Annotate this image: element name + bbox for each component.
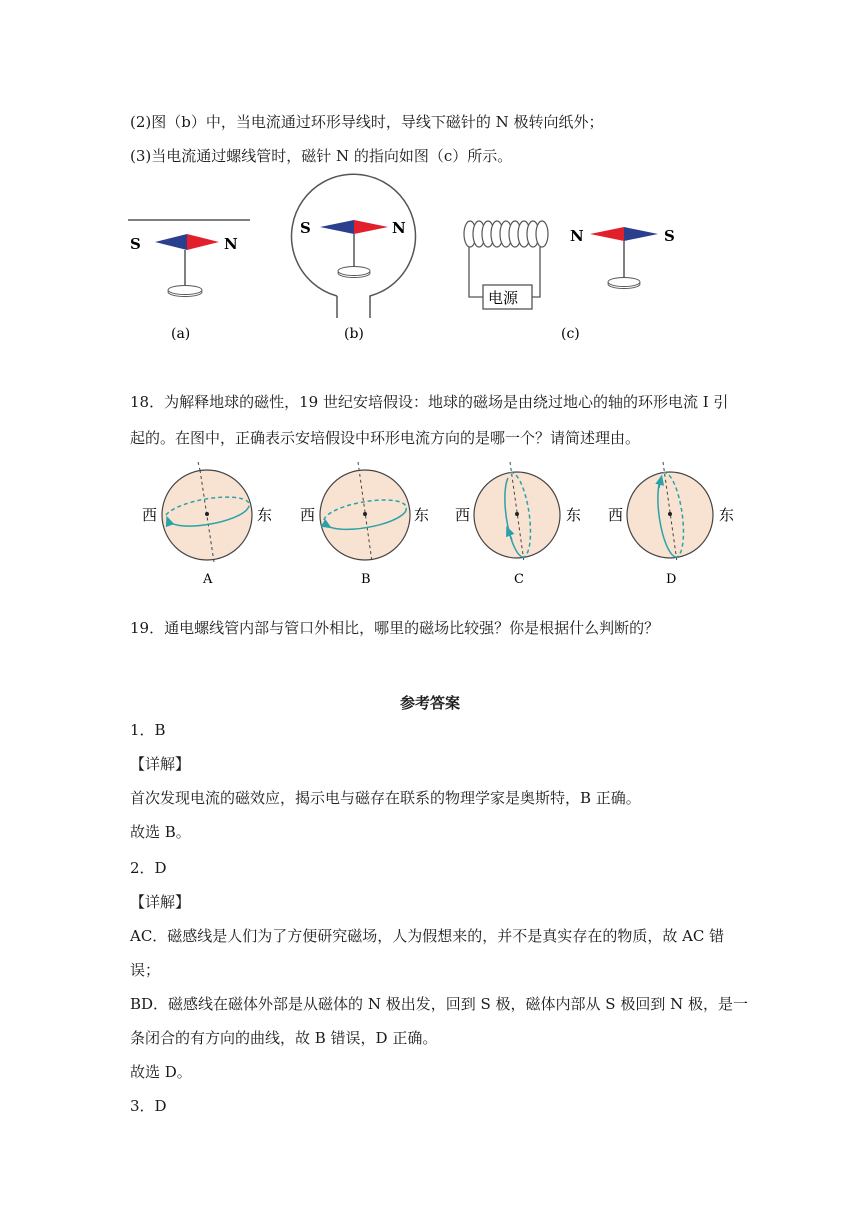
answer-2: 2．D: [130, 859, 167, 877]
east-label: 东: [566, 506, 582, 524]
s-label: S: [130, 235, 141, 253]
west-label: 西: [142, 506, 158, 524]
n-label: N: [392, 219, 406, 237]
conclusion: 故选 B。: [130, 823, 191, 841]
caption: (c): [561, 326, 580, 342]
globe-d: [608, 462, 734, 587]
s-label: S: [664, 227, 675, 245]
east-label: 东: [719, 506, 735, 524]
answers-title: 参考答案: [399, 694, 460, 712]
question-18-line1: 18．为解释地球的磁性，19 世纪安培假设：地球的磁场是由绕过地心的轴的环形电流 I 引: [130, 393, 729, 411]
question-19: 19．通电螺线管内部与管口外相比，哪里的磁场比较强？你是根据什么判断的？: [130, 619, 660, 637]
text-line: (2)图（b）中，当电流通过环形导线时，导线下磁针的 N 极转向纸外；: [130, 113, 604, 131]
globe-c: [455, 462, 581, 587]
explanation: BD．磁感线在磁体外部是从磁体的 N 极出发，回到 S 极，磁体内部从 S 极回到 N 极，是一: [130, 995, 748, 1013]
explanation: 条闭合的有方向的曲线，故 B 错误，D 正确。: [130, 1029, 438, 1047]
answer-3: 3．D: [130, 1097, 167, 1115]
caption: (a): [171, 326, 191, 342]
question-18-line2: 起的。在图中，正确表示安培假设中环形电流方向的是哪一个？请简述理由。: [130, 429, 641, 447]
explanation: 首次发现电流的磁效应，揭示电与磁存在联系的物理学家是奥斯特，B 正确。: [130, 789, 641, 807]
east-label: 东: [257, 506, 273, 524]
caption: (b): [344, 326, 364, 342]
n-label: N: [224, 235, 238, 253]
n-label: N: [570, 227, 584, 245]
detail-heading: 【详解】: [130, 893, 191, 911]
conclusion: 故选 D。: [130, 1063, 192, 1081]
option-label: A: [203, 572, 213, 587]
detail-heading: 【详解】: [130, 755, 191, 773]
west-label: 西: [300, 506, 316, 524]
answer-1: 1．B: [130, 721, 166, 739]
figure-globes: [0, 0, 860, 600]
text-line: (3)当电流通过螺线管时，磁针 N 的指向如图（c）所示。: [130, 147, 513, 165]
explanation: AC．磁感线是人们为了方便研究磁场，人为假想来的，并不是真实存在的物质，故 AC 错: [130, 927, 725, 945]
west-label: 西: [608, 506, 624, 524]
globe-b: [300, 462, 429, 587]
s-label: S: [300, 219, 311, 237]
option-label: B: [361, 572, 371, 587]
explanation: 误；: [130, 961, 161, 979]
east-label: 东: [414, 506, 430, 524]
globe-a: [142, 462, 272, 587]
power-label: 电源: [488, 289, 519, 307]
option-label: D: [666, 572, 677, 587]
west-label: 西: [455, 506, 471, 524]
option-label: C: [514, 572, 524, 587]
